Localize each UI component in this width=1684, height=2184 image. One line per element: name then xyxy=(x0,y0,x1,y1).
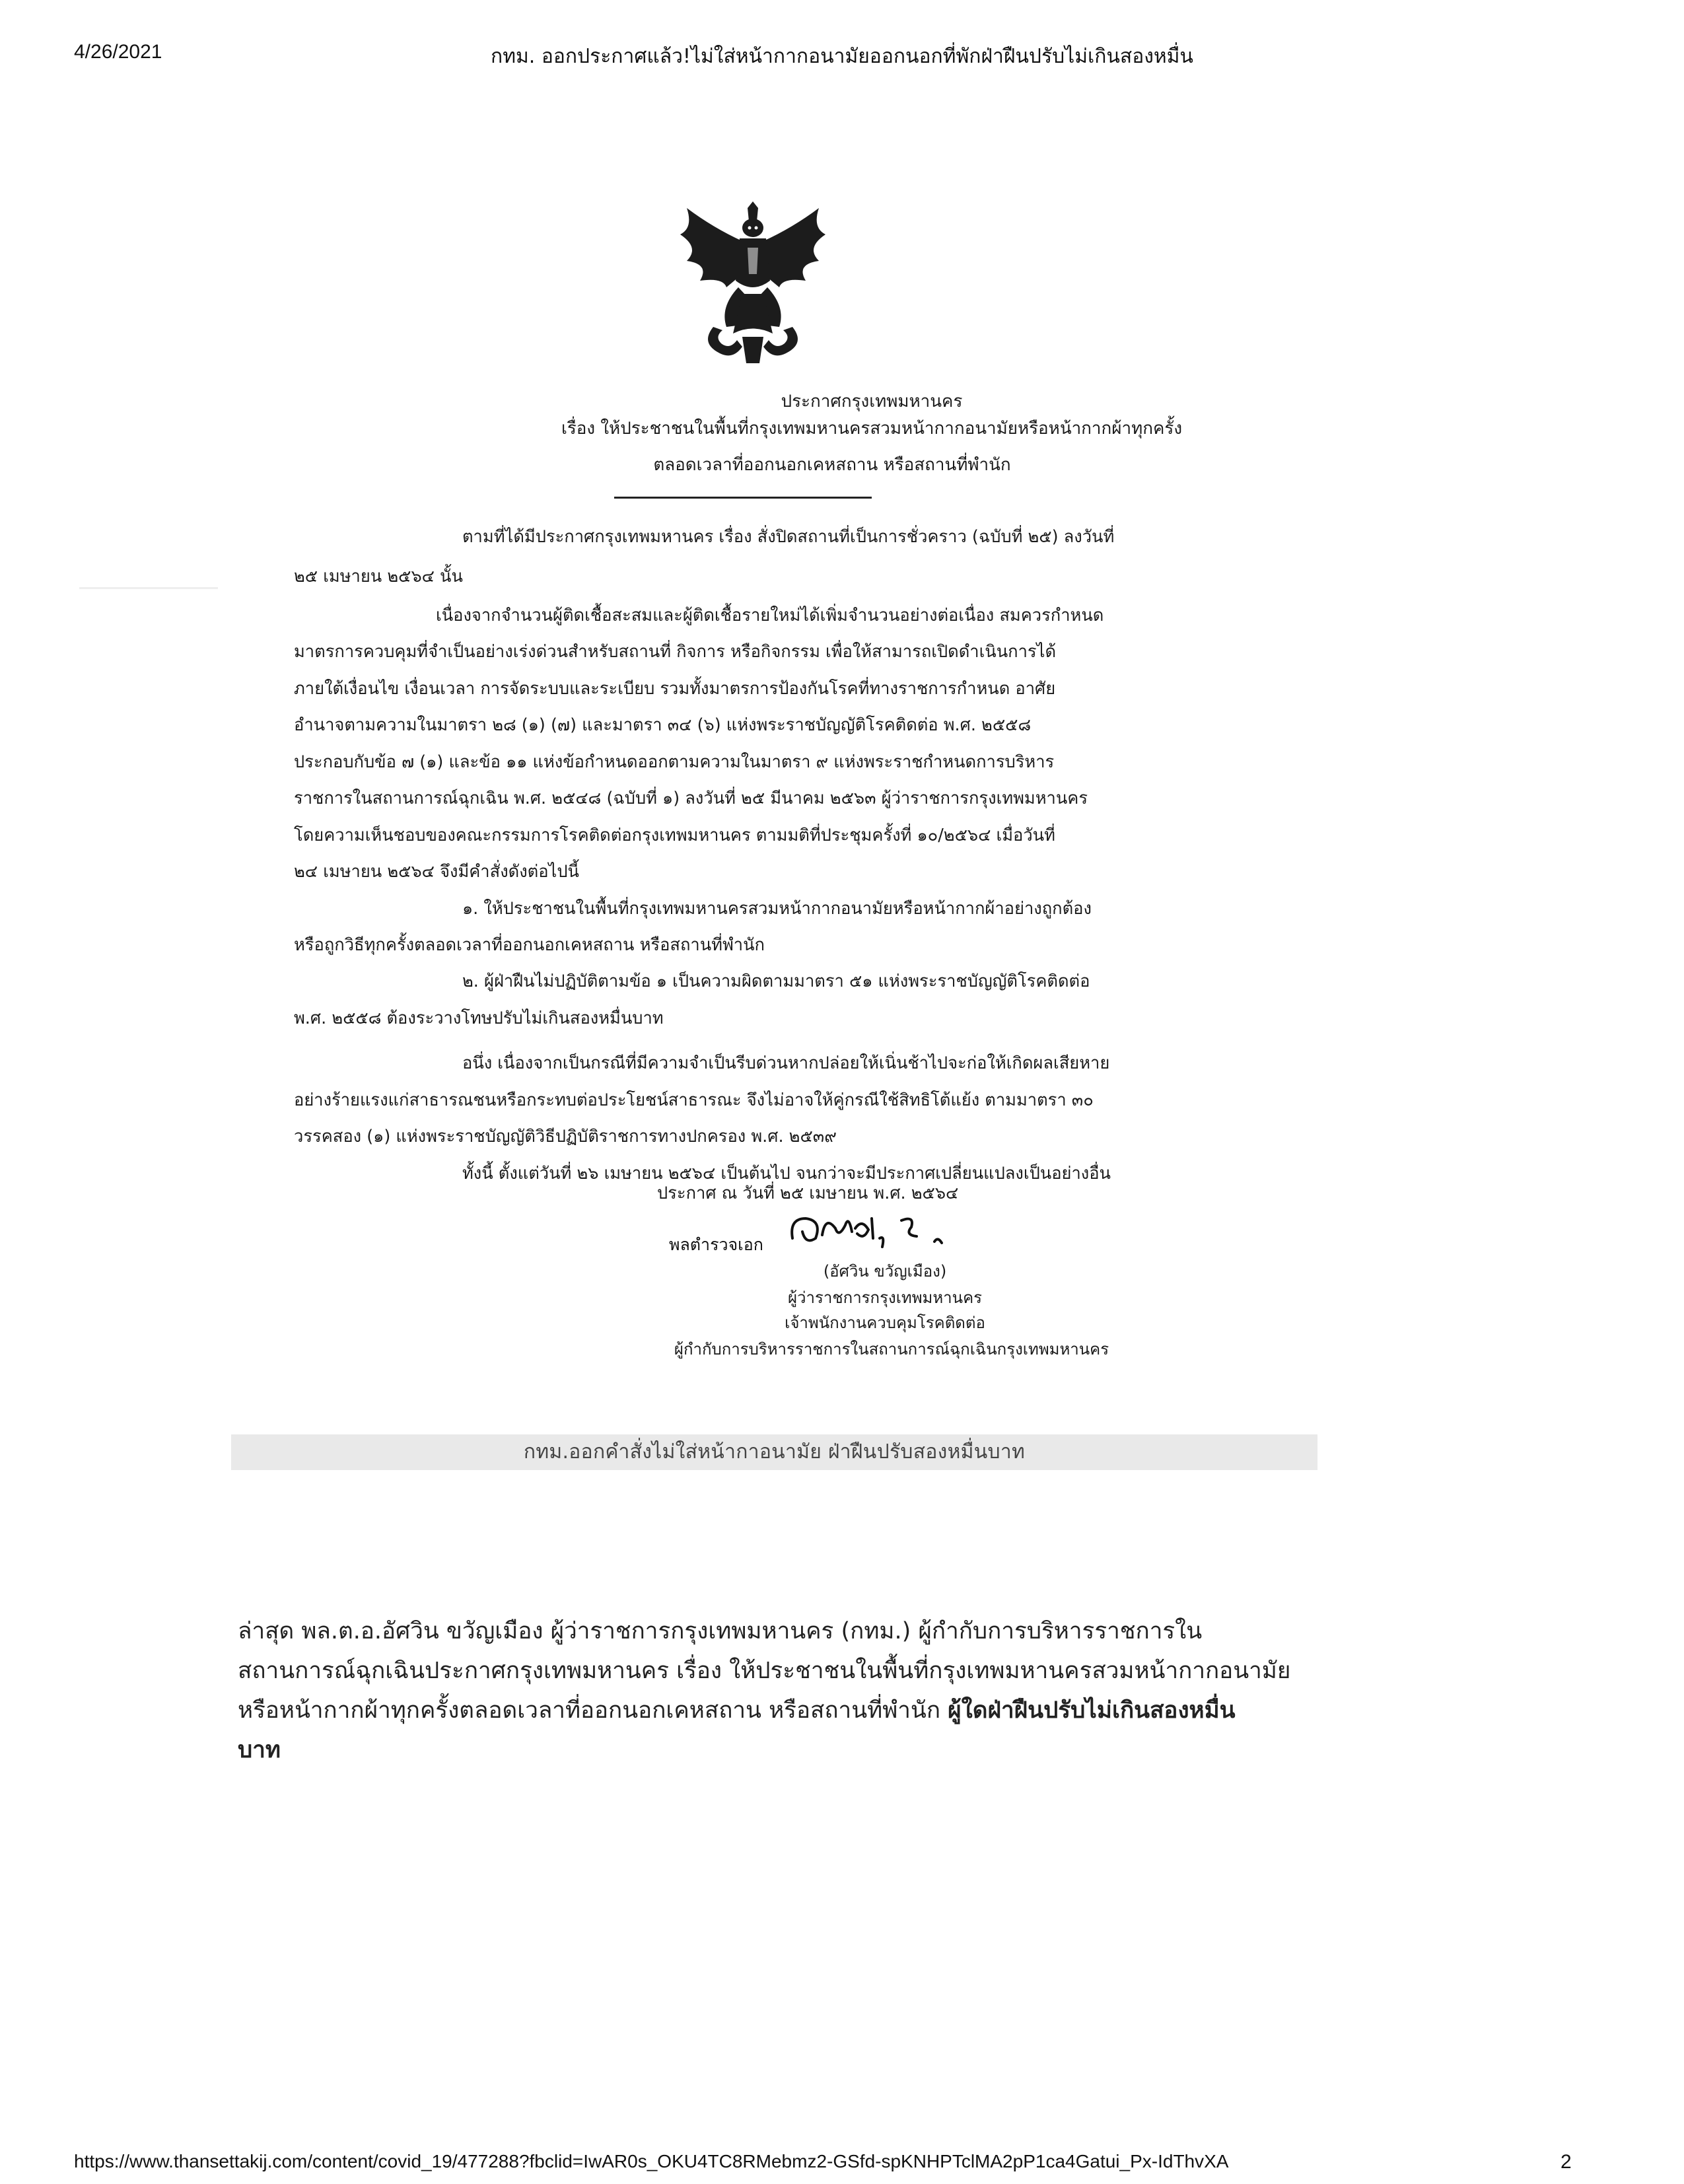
document-body-line: ประกอบกับข้อ ๗ (๑) และข้อ ๑๑ แห่งข้อกำหนดออกตามความในมาตรา ๙ แห่งพระราชกำหนดการบริหาร xyxy=(294,752,1055,772)
document-body-line: อำนาจตามความในมาตรา ๒๘ (๑) (๗) และมาตรา ๓๔ (๖) แห่งพระราชบัญญัติโรคติดต่อ พ.ศ. ๒๕๕๘ xyxy=(294,715,1032,735)
document-heading: ประกาศกรุงเทพมหานคร xyxy=(781,392,963,411)
document-body-line: ภายใต้เงื่อนไข เงื่อนเวลา การจัดระบบและระเบียบ รวมทั้งมาตรการป้องกันโรคที่ทางราชการกำหนด อาศัย xyxy=(294,679,1056,699)
document-date-line: ประกาศ ณ วันที่ ๒๕ เมษายน พ.ศ. ๒๕๖๔ xyxy=(657,1183,959,1203)
article-emphasis: บาท xyxy=(238,1737,281,1763)
signer-title: ผู้กำกับการบริหารราชการในสถานการณ์ฉุกเฉินกรุงเทพมหานคร xyxy=(674,1340,1109,1358)
source-url: https://www.thansettakij.com/content/covid_19/477288?fbclid=IwAR0s_OKU4TC8RMebmz2-GSfd-spKNHPTclMA2pP1ca4Gatui_Px-IdThvXA xyxy=(74,2151,1229,2171)
document-body-line: อนึ่ง เนื่องจากเป็นกรณีที่มีความจำเป็นรีบด่วนหากปล่อยให้เนิ่นช้าไปจะก่อให้เกิดผลเสียหาย xyxy=(462,1053,1110,1073)
document-body-line: โดยความเห็นชอบของคณะกรรมการโรคติดต่อกรุงเทพมหานคร ตามมติที่ประชุมครั้งที่ ๑๐/๒๕๖๔ เมื่อวันที่ xyxy=(294,826,1055,845)
document-body-line: วรรคสอง (๑) แห่งพระราชบัญญัติวิธีปฏิบัติราชการทางปกครอง พ.ศ. ๒๕๓๙ xyxy=(294,1127,837,1146)
garuda-emblem-icon xyxy=(674,201,832,367)
print-header-date: 4/26/2021 xyxy=(74,41,162,63)
document-body-line: ๒. ผู้ฝ่าฝืนไม่ปฏิบัติตามข้อ ๑ เป็นความผิดตามมาตรา ๕๑ แห่งพระราชบัญญัติโรคติดต่อ xyxy=(462,971,1090,991)
article-line-text: หรือหน้ากากผ้าทุกครั้งตลอดเวลาที่ออกนอกเคหสถาน หรือสถานที่พำนัก xyxy=(238,1697,948,1724)
signature-rank: พลตำรวจเอก xyxy=(669,1235,763,1254)
document-body-line: ตามที่ได้มีประกาศกรุงเทพมหานคร เรื่อง สั่งปิดสถานที่เป็นการชั่วคราว (ฉบับที่ ๒๕) ลงวันที่ xyxy=(462,527,1115,547)
document-divider xyxy=(614,497,872,499)
document-body-line: มาตรการควบคุมที่จำเป็นอย่างเร่งด่วนสำหรับสถานที่ กิจการ หรือกิจกรรม เพื่อให้สามารถเปิดดำเนินการได้ xyxy=(294,642,1057,662)
article-emphasis: ผู้ใดฝ่าฝืนปรับไม่เกินสองหมื่น xyxy=(948,1697,1236,1724)
document-body-line: เนื่องจากจำนวนผู้ติดเชื้อสะสมและผู้ติดเชื้อรายใหม่ได้เพิ่มจำนวนอย่างต่อเนื่อง สมควรกำหนด xyxy=(436,606,1104,625)
print-header xyxy=(0,41,1684,81)
page-number: 2 xyxy=(1561,2151,1572,2173)
article-line xyxy=(238,1691,1321,1730)
document-body-line: ราชการในสถานการณ์ฉุกเฉิน พ.ศ. ๒๕๔๘ (ฉบับที่ ๑) ลงวันที่ ๒๕ มีนาคม ๒๕๖๓ ผู้ว่าราชการกรุงเทพมหานคร xyxy=(294,789,1088,808)
article-line: สถานการณ์ฉุกเฉินประกาศกรุงเทพมหานคร เรื่อง ให้ประชาชนในพื้นที่กรุงเทพมหานครสวมหน้ากากอนามัย xyxy=(238,1658,1291,1684)
document-subject-line1: เรื่อง ให้ประชาชนในพื้นที่กรุงเทพมหานครสวมหน้ากากอนามัยหรือหน้ากากผ้าทุกครั้ง xyxy=(561,419,1183,439)
document-body-line: ๑. ให้ประชาชนในพื้นที่กรุงเทพมหานครสวมหน้ากากอนามัยหรือหน้ากากผ้าอย่างถูกต้อง xyxy=(462,899,1092,919)
document-body-line: หรือถูกวิธีทุกครั้งตลอดเวลาที่ออกนอกเคหสถาน หรือสถานที่พำนัก xyxy=(294,935,765,955)
image-caption: กทม.ออกคำสั่งไม่ใส่หน้ากาอนามัย ฝ่าฝืนปรับสองหมื่นบาท xyxy=(231,1434,1317,1470)
handwritten-signature-icon xyxy=(786,1202,958,1255)
article-paragraph xyxy=(238,1611,1321,1770)
signer-title: เจ้าพนักงานควบคุมโรคติดต่อ xyxy=(785,1314,985,1332)
signer-name: (อัศวิน ขวัญเมือง) xyxy=(823,1262,947,1281)
document-body-line: ทั้งนี้ ตั้งแต่วันที่ ๒๖ เมษายน ๒๕๖๔ เป็นต้นไป จนกว่าจะมีประกาศเปลี่ยนแปลงเป็นอย่างอื่น xyxy=(462,1164,1111,1183)
document-body-line: อย่างร้ายแรงแก่สาธารณชนหรือกระทบต่อประโยชน์สาธารณะ จึงไม่อาจให้คู่กรณีใช้สิทธิโต้แย้ง ตามมาตรา ๓๐ xyxy=(294,1090,1094,1110)
document-body-line: ๒๕ เมษายน ๒๕๖๔ นั้น xyxy=(294,567,463,586)
document-subject-line2: ตลอดเวลาที่ออกนอกเคหสถาน หรือสถานที่พำนัก xyxy=(653,455,1011,475)
signer-title: ผู้ว่าราชการกรุงเทพมหานคร xyxy=(787,1288,983,1307)
scan-edge-mark xyxy=(79,587,218,589)
document-body-line: ๒๔ เมษายน ๒๕๖๔ จึงมีคำสั่งดังต่อไปนี้ xyxy=(294,862,579,882)
article-line xyxy=(238,1730,1321,1770)
print-header-title: กทม. ออกประกาศแล้ว!ไม่ใส่หน้ากากอนามัยออกนอกที่พักฝ่าฝืนปรับไม่เกินสองหมื่น xyxy=(491,45,1193,68)
article-line: ล่าสุด พล.ต.อ.อัศวิน ขวัญเมือง ผู้ว่าราชการกรุงเทพมหานคร (กทม.) ผู้กำกับการบริหารราชการใน xyxy=(238,1618,1203,1644)
document-body-line: พ.ศ. ๒๕๕๘ ต้องระวางโทษปรับไม่เกินสองหมื่นบาท xyxy=(294,1008,664,1028)
